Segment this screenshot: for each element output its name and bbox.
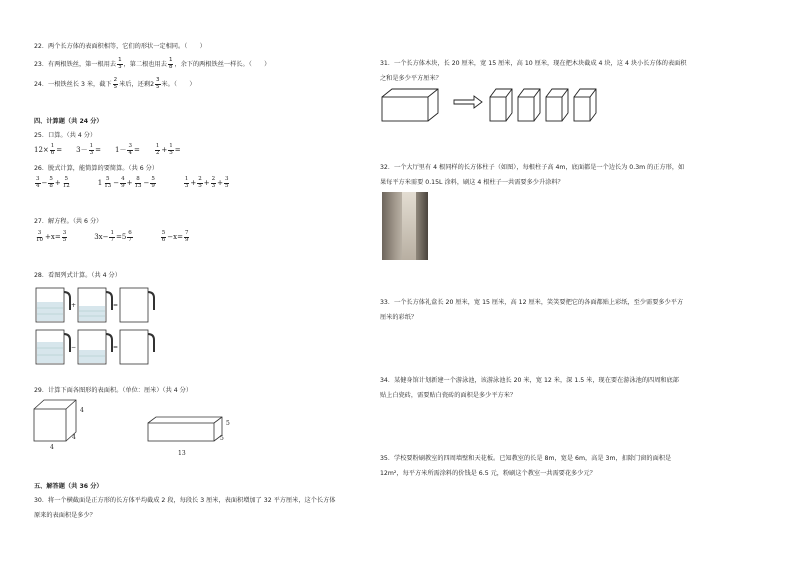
- question-35-line2: 12m²，每平方米所需涂料的价钱是 6.5 元，粉刷这个教室一共需要花多少元？: [380, 470, 596, 477]
- cube-height-label: 4: [80, 407, 84, 414]
- pillar-photo: [382, 192, 428, 260]
- question-28: 28．看图列式计算。（共 4 分）: [34, 272, 121, 279]
- cube-width-label: 4: [50, 444, 54, 451]
- question-31-line1: 31．一个长方体木块，长 20 厘米，宽 15 厘米，高 10 厘米，现在把木块截成 4 块，这 4 块小长方体的表面积: [380, 60, 687, 67]
- question-33-line2: 厘米的彩纸？: [380, 314, 418, 321]
- q25-item: 3－ $\frac{1}{3}$ =: [76, 143, 101, 156]
- question-31-line2: 之和是多少平方厘米？: [380, 75, 442, 82]
- operator-minus: −: [71, 344, 77, 351]
- section-5-heading: 五、解答题（共 36 分）: [34, 483, 103, 490]
- fraction: $\frac{1}{8}$: [168, 57, 173, 70]
- fraction: $\frac{3}{5}$: [156, 77, 160, 90]
- equation: $\frac{3}{10}$ +x= $\frac{3}{5}$: [36, 230, 67, 243]
- question-35-line1: 35．学校要粉刷教室的四周墙壁和天花板。已知教室的长是 8m，宽是 6m，高是 3m，扣除门窗的面积是: [380, 455, 672, 462]
- q25-item: 12× $\frac{1}{6}$ =: [34, 143, 63, 156]
- prism-depth-label: 5: [220, 435, 224, 442]
- question-29: 29．计算下面各图形的表面积。（单位：厘米）（共 4 分）: [34, 387, 193, 394]
- prism-height-label: 5: [226, 420, 230, 427]
- q26-item: $\frac{1}{3}$ + $\frac{2}{5}$ + $\frac{2}{3}$ + $\frac{3}{5}$: [184, 176, 229, 189]
- fraction: $\frac{1}{3}$: [118, 57, 122, 70]
- prism-length-label: 13: [178, 450, 186, 457]
- q26-item: $\frac{3}{4}$ − $\frac{5}{8}$ + $\frac{5}{12}$: [36, 176, 70, 189]
- question-22: 22．两个长方体的表面积相等，它们的形状一定相同。（ ）: [34, 43, 206, 50]
- question-30-line2: 原来的表面积是多少？: [34, 512, 96, 519]
- small-block-shape: [518, 89, 540, 121]
- question-30-line1: 30．将一个横截面是正方形的长方体平均截成 2 段，每段长 3 厘米，表面积增加了 32 平方厘米，这个长方体: [34, 497, 336, 504]
- question-32-line1: 32．一个大厅里有 4 根同样的长方体柱子（如图），每根柱子高 4m，底面都是一个边长为 0.3m 的正方形，如: [380, 164, 685, 171]
- section-4-heading: 四、计算题（共 24 分）: [34, 118, 103, 125]
- question-27: 27．解方程。（共 6 分）: [34, 218, 103, 225]
- fraction: $\frac{2}{5}$: [113, 77, 118, 90]
- equation: $\frac{5}{6}$ −x= $\frac{7}{9}$: [161, 230, 189, 243]
- question-34-line2: 贴上白瓷砖，需要贴白瓷砖的面积是多少平方米？: [380, 392, 517, 399]
- operator-plus: +: [71, 302, 77, 309]
- question-26: 26．脱式计算，能简算的要简算。（共 6 分）: [34, 165, 159, 172]
- q26-item: 1 $\frac{5}{13}$ − $\frac{4}{9}$ + $\frac{8}{13}$ − $\frac{5}{9}$: [97, 176, 155, 189]
- cube-depth-label: 4: [72, 434, 76, 441]
- equation: 3x− $\frac{1}{7}$ =5 $\frac{6}{7}$: [94, 230, 132, 243]
- q25-item: $\frac{1}{2}$ + $\frac{1}{5}$ =: [155, 143, 181, 156]
- q25-item: 1－ $\frac{3}{4}$ =: [115, 143, 140, 156]
- question-33-line1: 33．一个长方体礼盒长 20 厘米，宽 15 厘米，高 12 厘米，笑笑要把它的各面都贴上彩纸，至少需要多少平方: [380, 299, 684, 306]
- question-25: 25．口算。（共 4 分）: [34, 132, 97, 139]
- small-block-shape: [546, 89, 568, 121]
- operator-equals: =: [113, 344, 119, 351]
- block-shape: [382, 89, 438, 121]
- operator-equals: =: [113, 302, 119, 309]
- question-34-line1: 34．某健身馆计划新建一个游泳池，该游泳池长 20 米，宽 12 米，深 1.5 米，现在要在游泳池的四周和底部: [380, 377, 679, 384]
- question-23: 23．有两根铁丝，第一根用去 $\frac{1}{3}$ ，第二根也用去 $\frac{1}{8}$ ，余下的两根铁丝一样长。（ ）: [34, 57, 271, 70]
- small-block-shape: [490, 89, 512, 121]
- question-32-line2: 果每平方米需要 0.15L 涂料，刷这 4 根柱子一共需要多少升涂料？: [380, 179, 564, 186]
- arrow-right-icon: [454, 96, 482, 108]
- small-block-shape: [574, 89, 596, 121]
- question-24: 24．一根铁丝长 3 米，截下 $\frac{2}{5}$ 米后，还剩2 $\frac{3}{5}$ 米。（ ）: [34, 77, 196, 90]
